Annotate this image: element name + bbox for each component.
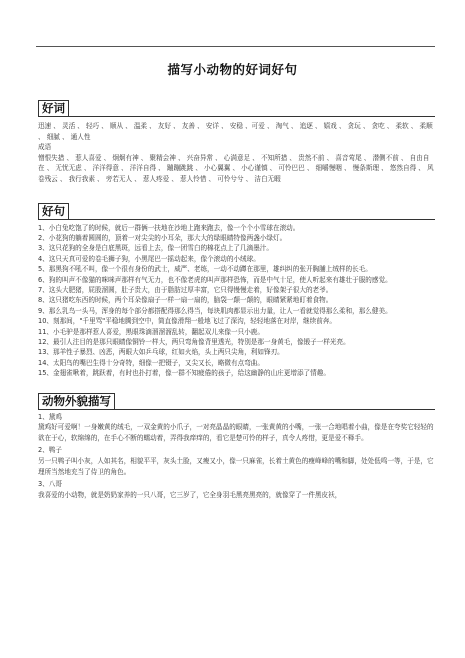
- words-block: [38, 121, 435, 185]
- animal-heading: 1、黛鸡: [38, 412, 62, 421]
- list-item: 12、最引人注目的是那只眼睛像铜铃一样大，两只弯角像背里透光，特别是那一身黄毛，像锻子一样光亮。: [38, 338, 350, 347]
- animal-heading: 2、鸭子: [38, 446, 62, 455]
- page-title: 描写小动物的好词好句: [167, 62, 298, 77]
- list-item: 13、那羊性子暴烈、凶恶，两眼大如乒乓球，红如火焰，头上两只尖角，利如锋刃。: [38, 348, 284, 357]
- top-divider: [36, 46, 435, 47]
- sentences-list: [38, 223, 435, 379]
- list-item: 10、刻那间，"千里骂"平稳地腾到空中，简直像滑翔一般地飞过了深沟，轻轻地落在对岸，继续前奔。: [38, 317, 336, 326]
- list-item: 9、那么乳鸟一头马，浑身的每个部分都搭配得那么得当，每块肌肉都显示出力量，让人一看就觉得那么柔和，那么健美。: [38, 306, 392, 315]
- list-item: 7、这头大肥猪，屁股溜圆，肚子贵大，由于脂肪过厚丰富，它只得慢慢走着，好像架子很大的老爷。: [38, 286, 333, 294]
- animal-text: 另一只鸭子叫小灰，人如其名，相貌平平，灰头土脸，又瘦又小，像一只麻雀，长着土黄色的瘦峰峰的嘴和脚，处处低鸣一等，于是，它理所当然地充当了侍卫的角色。: [38, 457, 434, 476]
- section-label-sentences: 好句: [38, 203, 69, 220]
- section-label-words: 好词: [38, 100, 69, 117]
- section-heading-words: [38, 100, 435, 117]
- appearance-block: [38, 412, 435, 501]
- list-item: 4、这只天真可爱的卷毛狮子狗，小黑尾巴一摇动起来，像个滚动的小绒球。: [38, 254, 260, 263]
- animal-heading: 3、八哥: [38, 480, 62, 489]
- section-rule: [115, 409, 435, 410]
- document-body: [38, 96, 435, 500]
- section-heading-sentences: [38, 203, 435, 220]
- section-rule: [69, 219, 435, 220]
- section-label-appearance: 动物外貌描写: [38, 393, 115, 410]
- list-item: 8、这只猪吃东西的时候，两个耳朵像扇子一样一扇一扇的，脑袋一颠一颠的，眼睛紧紧地盯着食物。: [38, 296, 333, 305]
- list-item: 6、狗的叫声不像猫的咪咪声那样有气无力，也不像老虎的叫声那样恐怖，而是中气十足，使人听起来有雄壮于服的感觉。: [38, 275, 392, 284]
- list-item: 15、金翅雀啾着，跳跃着，有时也扑打着，像一群不知疲倦的孩子，给这幽静的山庄更增添了情趣。: [38, 369, 330, 378]
- list-item: 1、小白兔吃饱了的时候，就后一群俩一扶地在沙地上跑来跑去，像一个个小雪球在滚动。: [38, 223, 300, 232]
- section-heading-appearance: [38, 393, 435, 410]
- idioms-text: 憎恨失措 、 惹人喜爱 、 炯炯有神 、 聚精会神 、 兴奋异常 、 心满意足 、 不知所措 、 贵然不前 、 喜音莺尾 、 潜侧不前 、 自由自在 、 无忧无虑 、 洋洋得意 、 洋洋自得 、 蹦蹦跳跳 、 小心翼翼 、 小心谨慎 、 可怜巴巴 、 细嚼慢咽 、 慢条斯理 、 悠然自得 、 风卷残云 、 我行我素 、 旁若无人 、 惹人疼爱 、 惹人怜惜 、 可怜兮兮 、 洁白无暇: [38, 153, 434, 183]
- list-item: 14、太阳鸟的嘴巴生得十分奇特，细像一把镊子，又尖又长，略微有点弯曲。: [38, 358, 264, 367]
- animal-text: 黛鸡好可爱啊！一身嫩黄的绒毛，一双金黄的小爪子，一对亮晶晶的眼睛，一张黄黄的小嘴，一张一合地唱着小曲，像是在夸奖它轻轻的欲在于心，软绵绵的，在手心不断的蠕动着，弄得我痒痒的，看它是楚可怜的样子，真令人疼惜，更是爱不释手。: [38, 423, 434, 442]
- list-item: 3、这只花狗的全身是白底黑斑，远看上去，像一团雪白的棉花点上了几滴墨汁。: [38, 244, 273, 253]
- words-line: 迅速 、 灵活 、 轻巧 、 顺从 、 温柔 、 友好 、 友善 、 安详 、 安稳 、可爱 、 淘气 、 追逐 、 嬉戏 、 贪玩 、 贪吃 、 柔软 、 柔顺 、 细腻 、 通人性: [38, 122, 433, 141]
- idioms-label: 成语: [38, 143, 52, 152]
- list-item: 5、那黑狗不吼不叫，像一个很有身份的武士，威严、老练，一动不动蹲在那里，雄纠纠的张开胸脯上绒样的长毛。: [38, 265, 372, 274]
- list-item: 2、小花狗的躺着圆圆的，顶着一对尖尖的小耳朵，那大大的绿眼睛特像两盏小绿灯。: [38, 233, 287, 242]
- list-item: 11、小毛驴是那样惹人喜爱，黑眼珠滴溜溜溜乱转，翻起双儿来像一只小鹿。: [38, 327, 264, 336]
- animal-text: 我喜爱的小动物，就是奶奶家养的一只八哥，它三岁了，它全身羽毛黑亮黑亮的，就像穿了一件黑皮袄，: [38, 490, 342, 499]
- section-rule: [69, 116, 435, 117]
